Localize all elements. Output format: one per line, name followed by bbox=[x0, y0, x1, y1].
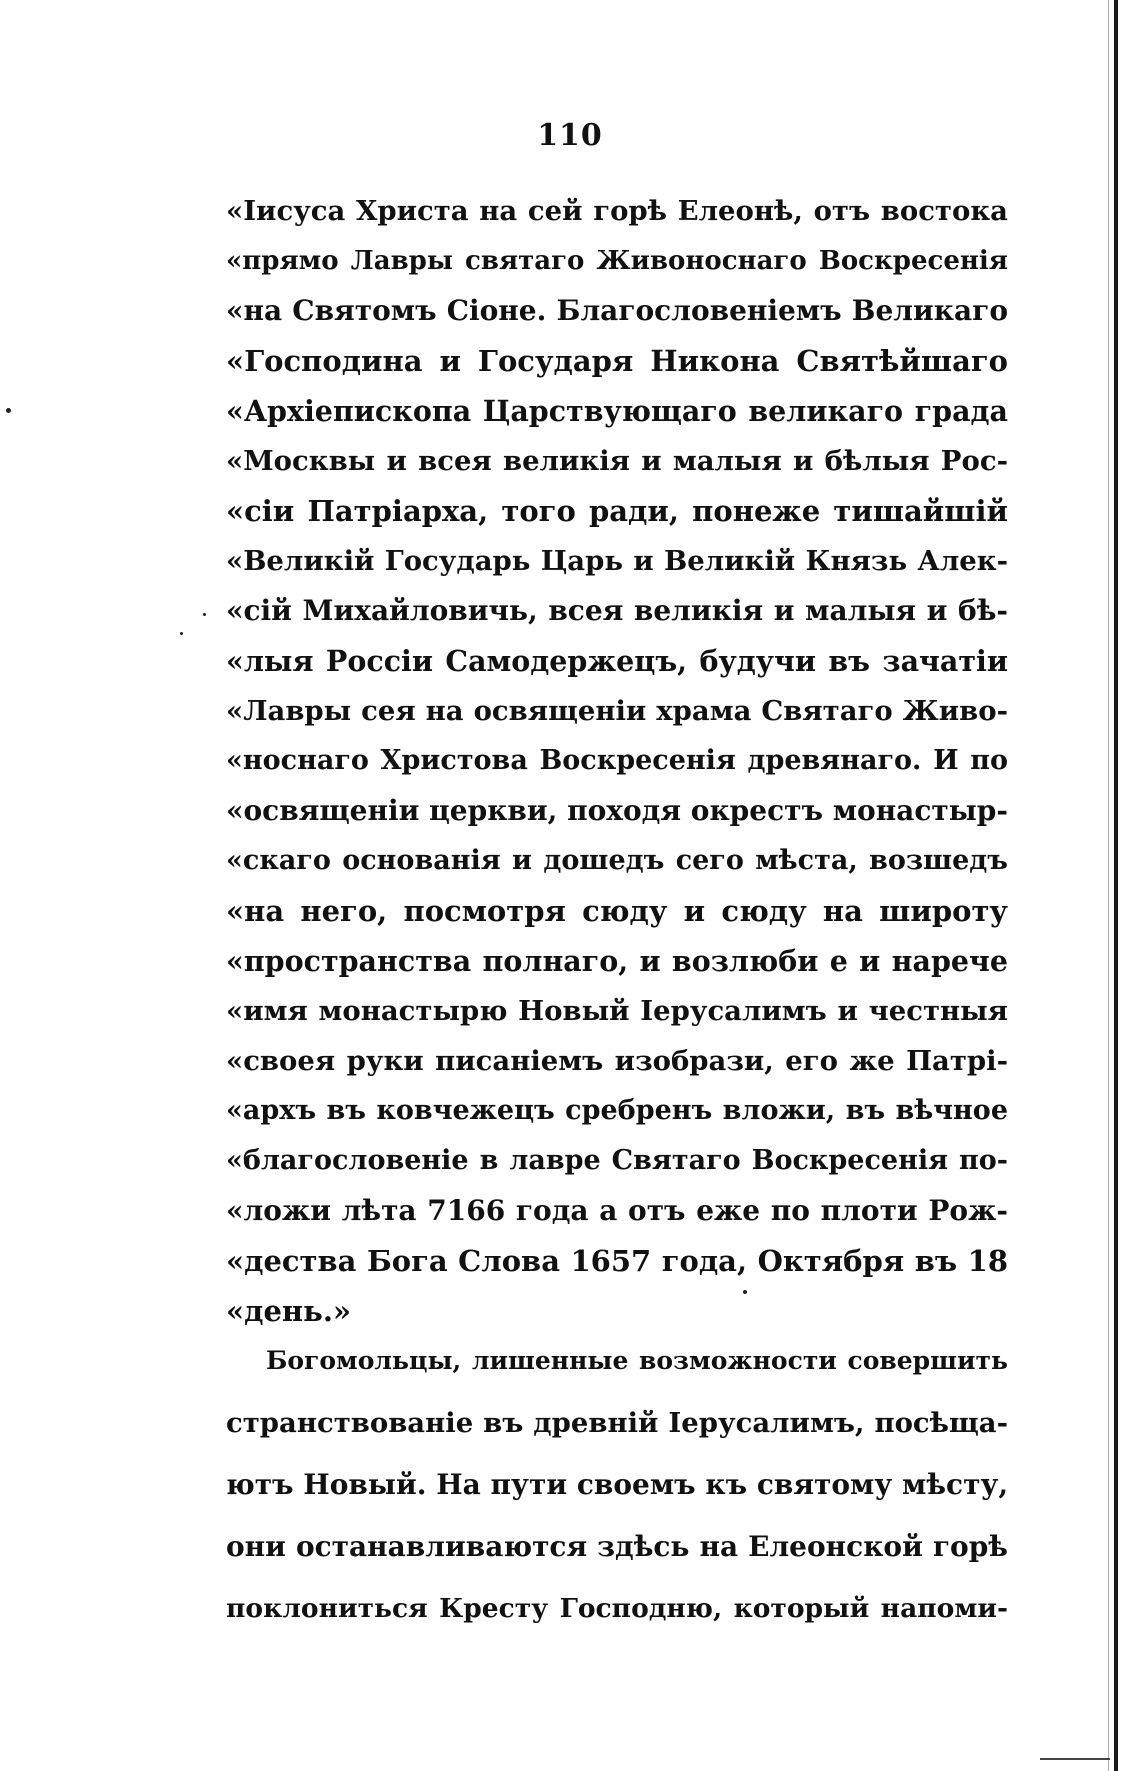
scan-speck bbox=[743, 1290, 747, 1294]
quoted-inscription bbox=[226, 186, 1008, 1336]
page-number: 110 bbox=[537, 118, 603, 153]
quote-line: «пространства полнаго, и возлюби е и нарече bbox=[226, 944, 1008, 978]
paragraph-line: поклониться Кресту Господню, который напоми- bbox=[226, 1593, 1008, 1624]
quote-line: «сій Михайловичь, всея великія и малыя и бѣ- bbox=[226, 594, 1008, 627]
scan-speck bbox=[180, 632, 183, 635]
quote-line: «Iисуса Христа на сей горѣ Елеонѣ, отъ востока bbox=[226, 195, 1008, 227]
body-paragraph bbox=[226, 1330, 1008, 1640]
quote-line: «Великій Государь Царь и Великій Князь Алек- bbox=[226, 545, 1008, 577]
quote-line: «на Святомъ Сіоне. Благословеніемъ Великаго bbox=[226, 294, 1008, 327]
quote-line: «Лавры сея на освященіи храма Святаго Живо- bbox=[226, 695, 1008, 727]
quote-line: «скаго основанія и дошедъ сего мѣста, возшедъ bbox=[226, 845, 1008, 876]
paragraph-line: Богомольцы, лишенные возможности совершить bbox=[266, 1346, 1008, 1375]
page-edge bbox=[1114, 0, 1118, 1771]
page-edge-shadow bbox=[1108, 0, 1109, 1771]
quote-line: «Архіепископа Царствующаго великаго града bbox=[226, 394, 1008, 428]
paragraph-line: ютъ Новый. На пути своемъ къ святому мѣсту, bbox=[226, 1468, 1009, 1501]
scan-speck bbox=[203, 613, 206, 616]
quote-line: «Господина и Государя Никона Святѣйшаго bbox=[226, 344, 1008, 378]
scan-speck bbox=[6, 408, 11, 413]
quote-line: «имя монастырю Новый Iерусалимъ и честныя bbox=[226, 995, 1008, 1027]
quote-line: «лыя Россіи Самодержецъ, будучи въ зачатіи bbox=[226, 644, 1008, 678]
quote-line: «дества Бога Слова 1657 года, Октября въ 18 bbox=[226, 1244, 1008, 1278]
quote-line: «освященіи церкви, походя окрестъ монастыр- bbox=[226, 794, 1008, 827]
scan-edge-mark bbox=[1040, 1758, 1110, 1760]
paragraph-line: странствованіе въ древній Iерусалимъ, посѣща- bbox=[226, 1407, 1008, 1439]
quote-line: «на него, посмотря сюду и сюду на широту bbox=[226, 894, 1008, 928]
quote-line: «сіи Патріарха, того ради, понеже тишайшій bbox=[226, 494, 1008, 528]
quote-line: «архъ въ ковчежецъ сребренъ вложи, въ вѣчное bbox=[226, 1095, 1008, 1126]
quote-line: «своея руки писаніемъ изобрази, его же Патрі- bbox=[226, 1045, 1008, 1077]
quote-line: «благословеніе в лавре Святаго Воскресенія по- bbox=[226, 1145, 1008, 1176]
quote-line: «ложи лѣта 7166 года а отъ еже по плоти Рож- bbox=[226, 1194, 1008, 1227]
quote-line: «носнаго Христова Воскресенія древянаго. И по bbox=[226, 745, 1008, 776]
quote-line: «прямо Лавры святаго Живоноснаго Воскресенія bbox=[226, 246, 1008, 276]
quote-line: «день.» bbox=[226, 1294, 352, 1328]
paragraph-line: они останавливаются здѣсь на Елеонской горѣ bbox=[226, 1530, 1008, 1563]
quote-line: «Москвы и всея великія и малыя и бѣлыя Рос- bbox=[226, 445, 1008, 477]
